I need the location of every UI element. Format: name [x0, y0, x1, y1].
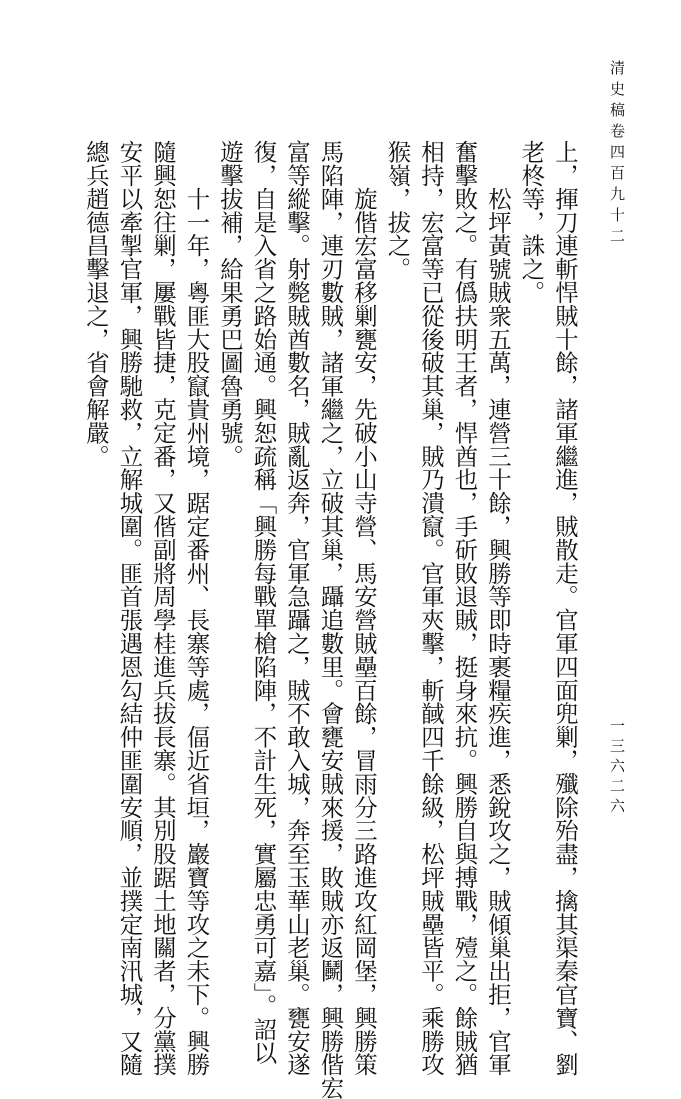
text-column: 老柊等，誅之。 — [517, 140, 546, 304]
body-text — [79, 140, 582, 1099]
text-column: 奮擊敗之。有僞扶明王者，悍酋也，手斫敗退賊，挺身來抗。興勝自與搏戰，殪之。餘賊猶 — [450, 140, 479, 1076]
text-column: 相持，宏富等已從後破其巢，賊乃潰竄。官軍夾擊，斬馘四千餘級，松坪賊壘皆平。乘勝攻 — [417, 140, 445, 1076]
text-column: 上，揮刀連斬悍賊十餘，諸軍繼進，賊散走。官軍四面兜剿，殲除殆盡，擒其渠秦官寶、劉 — [551, 140, 579, 1076]
text-column: 十一年，粵匪大股竄貴州境，踞定番州、長寨等處，偪近省垣，巖寶等攻之未下。興勝 — [182, 140, 211, 1076]
running-title: 清史稿卷四百九十二 — [608, 60, 626, 249]
text-column: 猴嶺，拔之。 — [383, 140, 412, 281]
text-column: 富等縱擊。射斃賊酋數名，賊亂返奔，官軍急躡之，賊不敢入城，奔至玉華山老巢。甕安遂 — [283, 140, 311, 1076]
text-column: 遊擊拔補，給果勇巴圖魯勇號。 — [216, 140, 244, 468]
text-column: 總兵趙德昌擊退之，省會解嚴。 — [82, 140, 110, 468]
text-column: 隨興恕往剿，屢戰皆捷，克定番，又偕副將周學桂進兵拔長寨。其別股踞土地關者，分黨撲 — [149, 140, 177, 1076]
text-column: 馬陷陣，連刃數賊，諸軍繼之，立破其巢，躡追數里。會甕安賊來援，敗賊亦返鬭，興勝偕宏 — [316, 140, 345, 1099]
text-column: 松坪黃號賊衆五萬，連營三十餘，興勝等即時裹糧疾進，悉銳攻之，賊傾巢出拒，官軍 — [484, 140, 512, 1076]
text-column: 安平以牽掣官軍，興勝馳救，立解城圍。匪首張遇恩勾結仲匪圍安順，並撲定南汛城，又隨 — [115, 140, 144, 1076]
page-number: 一三六二六 — [608, 718, 626, 818]
text-column: 復，自是入省之路始通。興恕疏稱「興勝每戰單槍陷陣，不計生死，實屬忠勇可嘉」。詔以 — [249, 140, 278, 1065]
text-column: 旋偕宏富移剿甕安，先破小山寺營、馬安營賊壘百餘，冒雨分三路進攻紅岡堡，興勝策 — [350, 140, 378, 1076]
